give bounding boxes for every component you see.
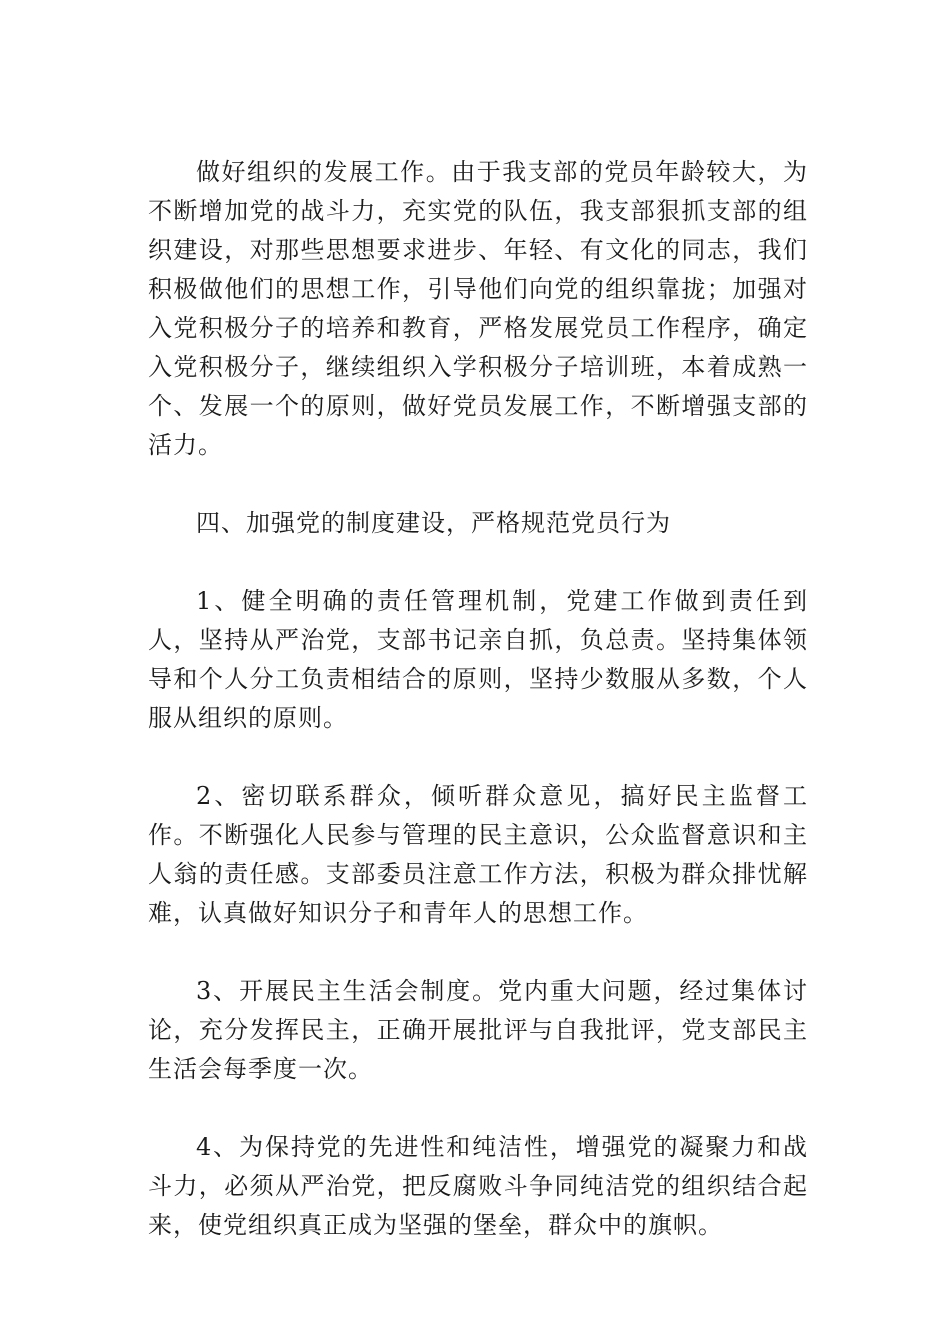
section-heading-four: 四、加强党的制度建设，严格规范党员行为 — [196, 509, 671, 537]
paragraph-item-2: 2、密切联系群众，倾听群众意见，搞好民主监督工作。不断强化人民参与管理的民主意识，公众监督意识和主人翁的责任感。支部委员注意工作方法，积极为群众排忧解难，认真做好知识分子和青年人的思想工作。 — [148, 782, 808, 927]
paragraph-item-3: 3、开展民主生活会制度。党内重大问题，经过集体讨论，充分发挥民主，正确开展批评与自我批评，党支部民主生活会每季度一次。 — [148, 977, 808, 1083]
paragraph-member-development: 做好组织的发展工作。由于我支部的党员年龄较大，为不断增加党的战斗力，充实党的队伍，我支部狠抓支部的组织建设，对那些思想要求进步、年轻、有文化的同志，我们积极做他们的思想工作，引导他们向党的组织靠拢；加强对入党积极分子的培养和教育，严格发展党员工作程序，确定入党积极分子，继续组织入学积极分子培训班，本着成熟一个、发展一个的原则，做好党员发展工作，不断增强支部的活力。 — [148, 158, 808, 459]
paragraph-item-1: 1、健全明确的责任管理机制，党建工作做到责任到人，坚持从严治党，支部书记亲自抓，负总责。坚持集体领导和个人分工负责相结合的原则，坚持少数服从多数，个人服从组织的原则。 — [148, 587, 808, 732]
document-body — [148, 153, 808, 1284]
paragraph-item-4: 4、为保持党的先进性和纯洁性，增强党的凝聚力和战斗力，必须从严治党，把反腐败斗争同纯洁党的组织结合起来，使党组织真正成为坚强的堡垒，群众中的旗帜。 — [148, 1133, 808, 1239]
